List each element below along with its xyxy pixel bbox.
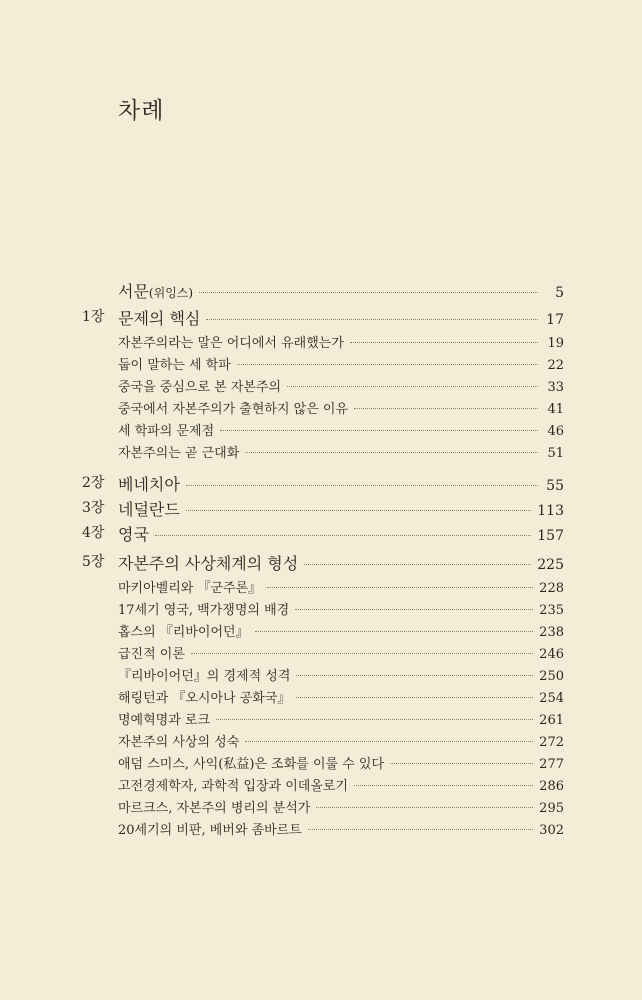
toc-entry xyxy=(0,797,642,819)
toc-entry xyxy=(0,279,642,301)
toc-entry xyxy=(0,442,642,464)
page-number: 5 xyxy=(555,285,564,301)
entry-title: 네덜란드 xyxy=(118,500,180,519)
entry-title: 중국에서 자본주의가 출현하지 않은 이유 xyxy=(118,402,349,417)
entry-title: 자본주의는 곧 근대화 xyxy=(118,446,240,461)
dot-leader xyxy=(296,697,533,698)
toc-entry xyxy=(0,665,642,687)
dot-leader xyxy=(350,342,538,343)
page-number: 41 xyxy=(547,402,564,417)
entry-title: 마르크스, 자본주의 병리의 분석가 xyxy=(118,801,311,816)
toc-entry xyxy=(0,332,642,354)
entry-title: 자본주의 사상체계의 형성 xyxy=(118,554,299,573)
entry-title: 명예혁명과 로크 xyxy=(118,713,211,728)
chapter-number: 1장 xyxy=(82,309,105,325)
toc-entry xyxy=(0,551,642,573)
entry-title: 문제의 핵심 xyxy=(118,309,201,328)
page-number: 22 xyxy=(547,358,564,373)
dot-leader xyxy=(267,587,533,588)
dot-leader xyxy=(296,675,533,676)
entry-title: 베네치아 xyxy=(118,475,180,494)
dot-leader xyxy=(308,829,533,830)
toc-entry xyxy=(0,472,642,494)
page-number: 295 xyxy=(539,801,564,816)
dot-leader xyxy=(206,319,538,320)
entry-title: 마키아벨리와 『군주론』 xyxy=(118,581,262,596)
entry-title: 17세기 영국, 백가쟁명의 배경 xyxy=(118,603,290,618)
toc-entry xyxy=(0,687,642,709)
page-number: 261 xyxy=(539,713,564,728)
page-number: 235 xyxy=(539,603,564,618)
entry-title: 『리바이어던』의 경제적 성격 xyxy=(118,669,291,684)
entry-title: 급진적 이론 xyxy=(118,647,185,662)
page-number: 46 xyxy=(547,424,564,439)
entry-title: 애덤 스미스, 사익(私益)은 조화를 이룰 수 있다 xyxy=(118,757,384,772)
dot-leader xyxy=(186,510,531,511)
toc-entry xyxy=(0,306,642,328)
dot-leader xyxy=(304,564,531,565)
entry-title: 중국을 중심으로 본 자본주의 xyxy=(118,380,282,395)
toc-entry xyxy=(0,753,642,775)
toc-entry xyxy=(0,522,642,544)
entry-title: 자본주의라는 말은 어디에서 유래했는가 xyxy=(118,336,344,351)
toc-entry xyxy=(0,497,642,519)
toc-entry xyxy=(0,731,642,753)
toc-entry xyxy=(0,709,642,731)
toc-entry xyxy=(0,599,642,621)
page-title: 차례 xyxy=(118,98,165,124)
page-number: 157 xyxy=(537,528,564,544)
page-number: 286 xyxy=(539,779,564,794)
toc-entry xyxy=(0,376,642,398)
page-number: 302 xyxy=(539,823,564,838)
page-number: 254 xyxy=(539,691,564,706)
entry-title: 해링턴과 『오시아나 공화국』 xyxy=(118,691,291,706)
page-number: 19 xyxy=(547,336,564,351)
entry-title: 자본주의 사상의 성숙 xyxy=(118,735,240,750)
dot-leader xyxy=(287,386,538,387)
dot-leader xyxy=(245,452,538,453)
toc-entry xyxy=(0,577,642,599)
toc-entry xyxy=(0,775,642,797)
chapter-number: 3장 xyxy=(82,500,105,516)
dot-leader xyxy=(316,807,533,808)
dot-leader xyxy=(354,408,538,409)
page-number: 51 xyxy=(547,446,564,461)
chapter-number: 5장 xyxy=(82,554,105,570)
entry-title: 서문(위잉스) xyxy=(118,282,194,301)
page-number: 33 xyxy=(547,380,564,395)
toc-entry xyxy=(0,398,642,420)
entry-title: 고전경제학자, 과학적 입장과 이데올로기 xyxy=(118,779,349,794)
toc-entry xyxy=(0,621,642,643)
dot-leader xyxy=(390,763,533,764)
page-number: 246 xyxy=(539,647,564,662)
entry-title: 영국 xyxy=(118,525,149,544)
page-number: 225 xyxy=(537,557,564,573)
toc-entry xyxy=(0,643,642,665)
toc-entry xyxy=(0,819,642,841)
page-number: 238 xyxy=(539,625,564,640)
page-number: 250 xyxy=(539,669,564,684)
toc-entry xyxy=(0,354,642,376)
chapter-number: 4장 xyxy=(82,525,105,541)
page-number: 277 xyxy=(539,757,564,772)
entry-title: 세 학파의 문제점 xyxy=(118,424,215,439)
entry-title: 홉스의 『리바이어던』 xyxy=(118,625,249,640)
chapter-number: 2장 xyxy=(82,475,105,491)
dot-leader xyxy=(354,785,533,786)
dot-leader xyxy=(216,719,533,720)
dot-leader xyxy=(255,631,534,632)
entry-title: 20세기의 비판, 베버와 좀바르트 xyxy=(118,823,302,838)
page-number: 113 xyxy=(537,503,564,519)
page-number: 228 xyxy=(539,581,564,596)
dot-leader xyxy=(186,485,538,486)
dot-leader xyxy=(237,364,538,365)
page-number: 55 xyxy=(546,478,564,494)
dot-leader xyxy=(245,741,533,742)
dot-leader xyxy=(191,653,533,654)
page-number: 272 xyxy=(539,735,564,750)
dot-leader xyxy=(155,535,531,536)
dot-leader xyxy=(295,609,533,610)
dot-leader xyxy=(220,430,538,431)
page-number: 17 xyxy=(546,312,564,328)
dot-leader xyxy=(199,292,538,293)
toc-entry xyxy=(0,420,642,442)
entry-title: 둡이 말하는 세 학파 xyxy=(118,358,231,373)
entry-subtitle: (위잉스) xyxy=(148,286,194,300)
